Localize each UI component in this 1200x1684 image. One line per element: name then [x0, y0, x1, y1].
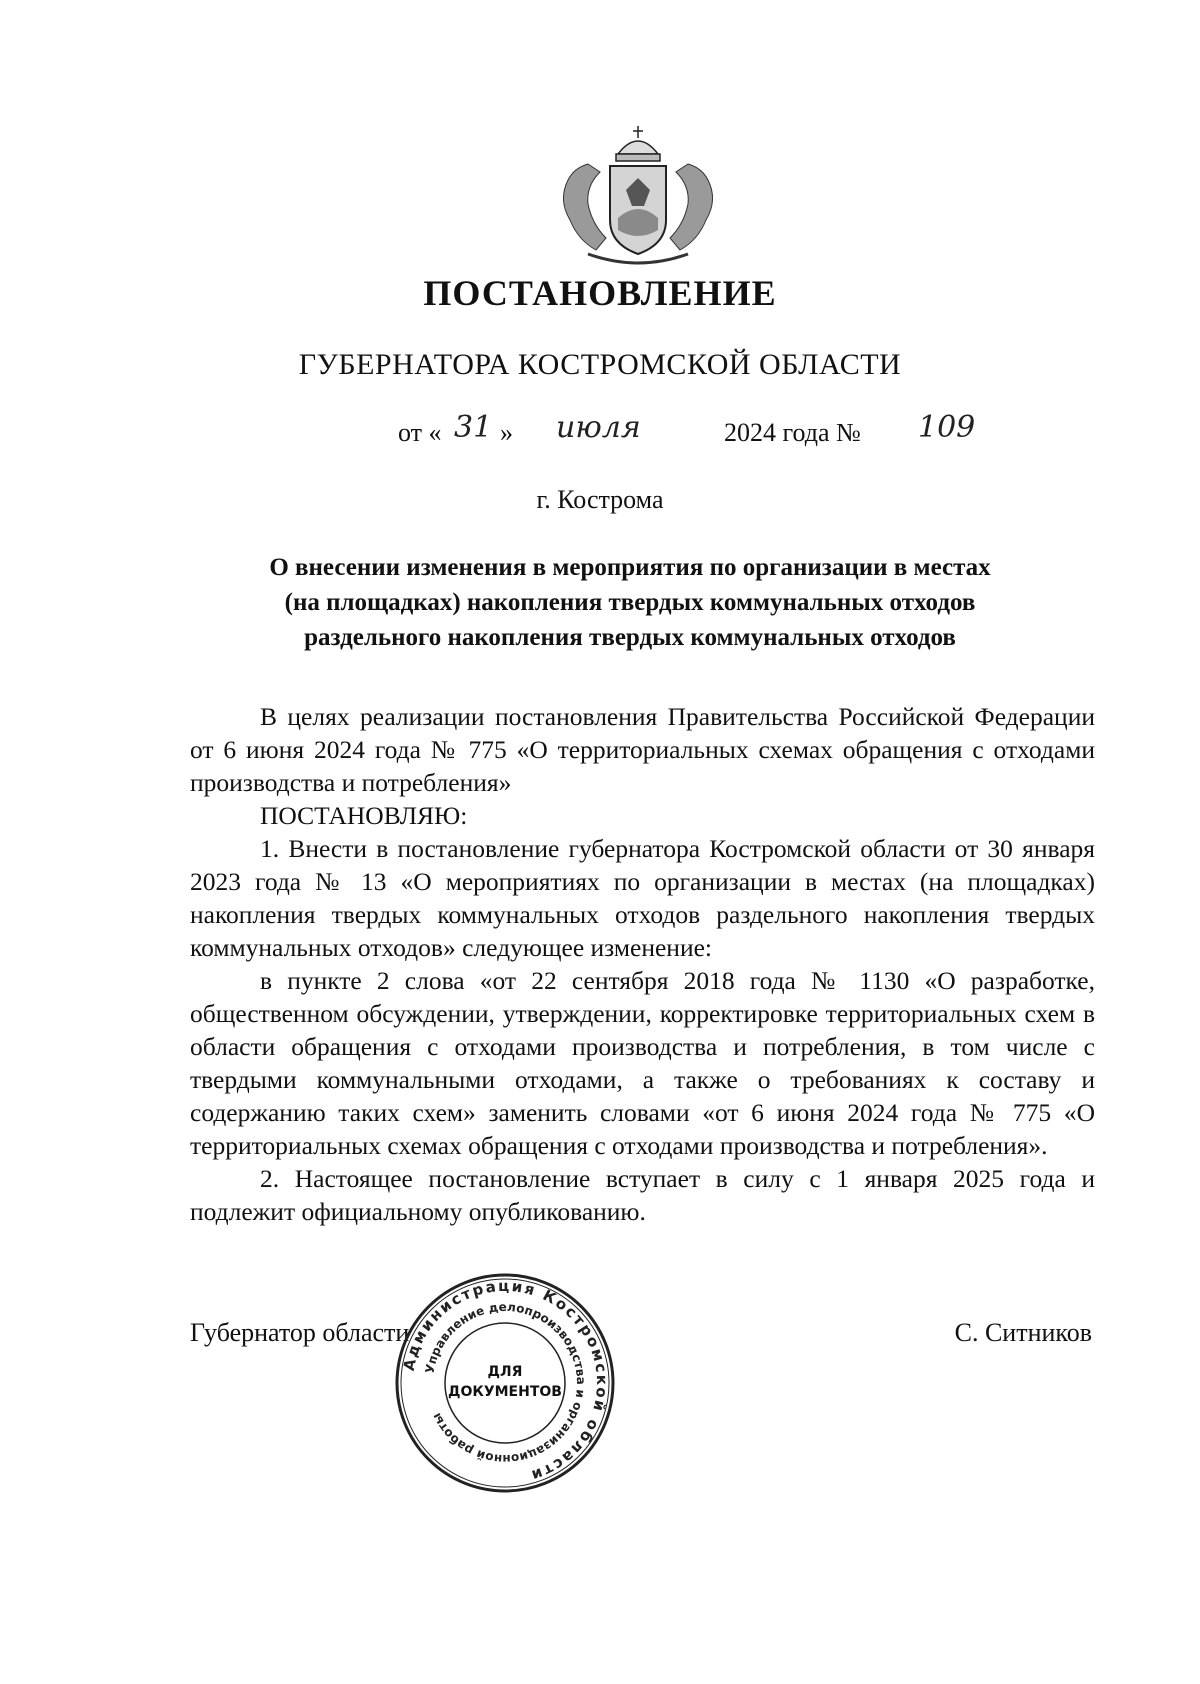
signature-position: Губернатор области	[190, 1318, 410, 1347]
document-city: г. Кострома	[536, 485, 664, 514]
stamp-inner-text-path: Управление делопроизводства и организационной работы	[422, 1299, 589, 1467]
coat-of-arms-emblem	[548, 120, 728, 268]
body-paragraph-decree: ПОСТАНОВЛЯЮ:	[260, 801, 468, 830]
date-month-handwritten: июля	[556, 410, 641, 445]
date-day-handwritten: 31	[454, 410, 493, 445]
date-quote-close: »	[500, 418, 513, 447]
signature-name: С. Ситников	[954, 1318, 1092, 1347]
stamp-center-line2: ДОКУМЕНТОВ	[448, 1384, 562, 1400]
body-paragraph: 1. Внести в постановление губернатора Костромской области от 30 января 2023 года № 13 «О мероприятиях по организации в местах (на площадках) накопления твердых коммунальных отходов раздельного накопления твердых коммунальных отходов» следующее изменение:	[190, 834, 1095, 962]
date-prefix: от «	[398, 418, 442, 447]
heading-line: раздельного накопления твердых коммунальных отходов	[304, 624, 956, 651]
body-paragraph: 2. Настоящее постановление вступает в силу с 1 января 2025 года и подлежит официальному опубликованию.	[190, 1164, 1095, 1226]
date-line	[398, 410, 976, 454]
heading-line: (на площадках) накопления твердых коммунальных отходов	[284, 589, 976, 616]
document-title: ПОСТАНОВЛЕНИЕ	[423, 273, 777, 313]
document-body	[190, 700, 1095, 1228]
document-issuer: ГУБЕРНАТОРА КОСТРОМСКОЙ ОБЛАСТИ	[298, 348, 902, 381]
body-paragraph: в пункте 2 слова «от 22 сентября 2018 года № 1130 «О разработке, общественном обсуждении, утверждении, корректировке территориальных схем в области обращения с отходами производства и потребления, в том числе с твердыми коммунальными отходами, а также о требованиях к составу и содержанию таких схем» заменить словами «от 6 июня 2024 года № 775 «О территориальных схемах обращения с отходами производства и потребления».	[190, 966, 1095, 1160]
official-stamp	[390, 1268, 620, 1498]
stamp-outer-text-path: Администрация Костромской области	[399, 1276, 612, 1486]
document-number-handwritten: 109	[918, 410, 976, 445]
stamp-inner-text	[423, 1300, 588, 1466]
body-paragraph: В целях реализации постановления Правительства Российской Федерации от 6 июня 2024 года № 775 «О территориальных схемах обращения с отходами производства и потребления»	[190, 702, 1095, 797]
date-year-text: 2024 года №	[724, 418, 861, 447]
stamp-center-line1: ДЛЯ	[487, 1364, 523, 1380]
document-heading	[180, 550, 1080, 655]
heading-line: О внесении изменения в мероприятия по организации в местах	[269, 554, 991, 581]
